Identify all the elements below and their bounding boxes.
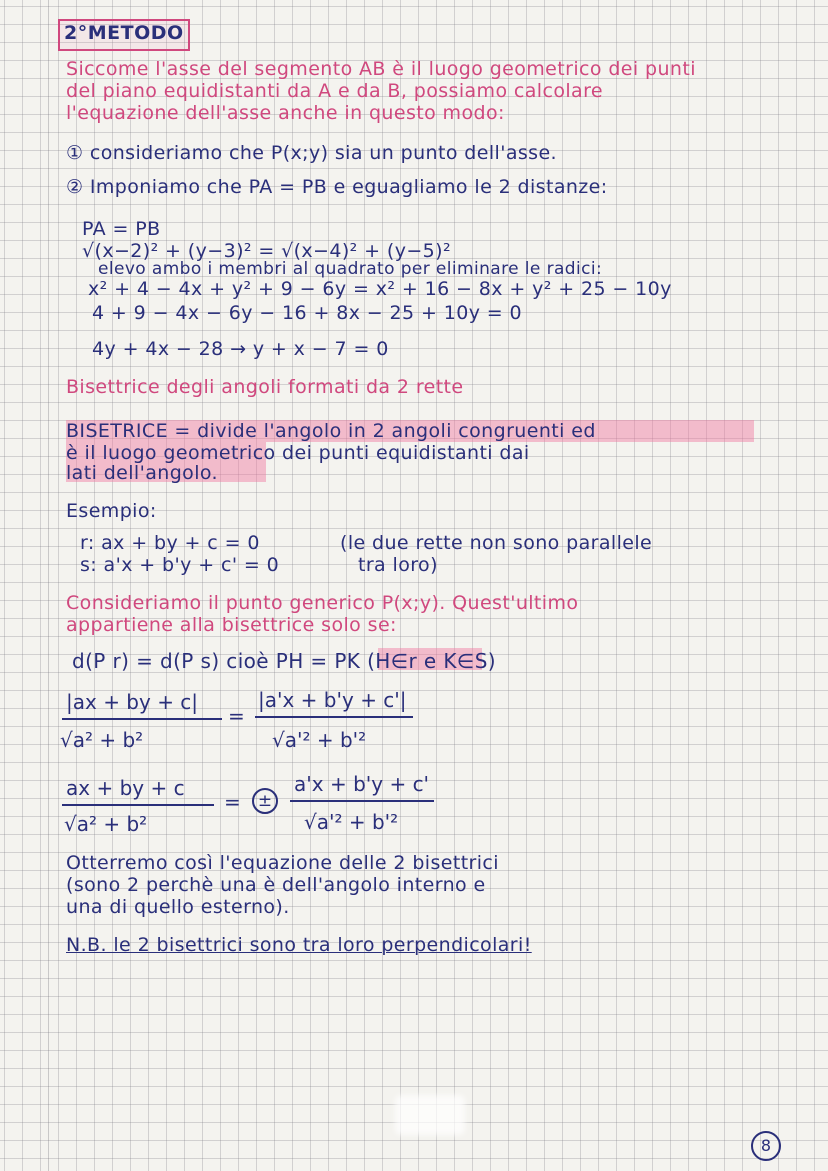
frac1-num-left: |ax + by + c|	[66, 690, 199, 714]
eq-expand: x² + 4 − 4x + y² + 9 − 6y = x² + 16 − 8x + y² + 25 − 10y	[88, 278, 672, 300]
eq-simplify: 4 + 9 − 4x − 6y − 16 + 8x − 25 + 10y = 0	[92, 302, 523, 324]
intro-line-2: del piano equidistanti da A e da B, possiamo calcolare	[66, 80, 603, 102]
frac1-den-left: √a² + b²	[60, 728, 144, 752]
conclusion-3: una di quello esterno).	[66, 896, 290, 918]
rette-note-2: tra loro)	[358, 554, 438, 576]
frac2-den-right: √a'² + b'²	[304, 810, 399, 834]
frac1-equals: =	[228, 704, 245, 728]
plus-minus-circle: ±	[252, 788, 278, 814]
eq-sqrt: √(x−2)² + (y−3)² = √(x−4)² + (y−5)²	[82, 240, 451, 262]
step-1: ① consideriamo che P(x;y) sia un punto dell'asse.	[66, 142, 557, 164]
rette-note-1: (le due rette non sono parallele	[340, 532, 653, 554]
consider-1: Consideriamo il punto generico P(x;y). Quest'ultimo	[66, 592, 579, 614]
bisettrice-def-2: è il luogo geometrico dei punti equidistanti dai	[66, 442, 530, 464]
esempio-label: Esempio:	[66, 500, 157, 522]
bisettrice-def-1: BISETRICE = divide l'angolo in 2 angoli congruenti ed	[66, 420, 596, 442]
eq-result: 4y + 4x − 28 → y + x − 7 = 0	[92, 338, 389, 360]
page-number: 8	[751, 1131, 781, 1161]
bisettrice-heading: Bisettrice degli angoli formati da 2 rette	[66, 376, 464, 398]
eq-pa-pb: PA = PB	[82, 218, 161, 240]
retta-s: s: a'x + b'y + c' = 0	[80, 554, 280, 576]
frac2-den-left: √a² + b²	[64, 812, 148, 836]
eq-note: elevo ambo i membri al quadrato per eliminare le radici:	[98, 259, 603, 279]
frac2-bar-left	[62, 804, 214, 806]
conclusion-2: (sono 2 perchè una è dell'angolo interno e	[66, 874, 486, 896]
bisettrice-def-3: lati dell'angolo.	[66, 462, 218, 484]
frac2-bar-right	[290, 800, 434, 802]
retta-r: r: ax + by + c = 0	[80, 532, 260, 554]
frac1-num-right: |a'x + b'y + c'|	[258, 688, 407, 712]
step-2: ② Imponiamo che PA = PB e eguagliamo le 2 distanze:	[66, 176, 608, 198]
frac1-bar-left	[62, 718, 222, 720]
distance-eq: d(P r) = d(P s) cioè PH = PK (H∈r e K∈S)	[72, 649, 497, 673]
frac2-equals: =	[224, 790, 241, 814]
intro-line-1: Siccome l'asse del segmento AB è il luogo geometrico dei punti	[66, 58, 696, 80]
page-title: 2°METODO	[64, 22, 184, 44]
margin-line	[48, 0, 49, 1171]
nb-note: N.B. le 2 bisettrici sono tra loro perpendicolari!	[66, 934, 532, 956]
frac1-bar-right	[255, 716, 413, 718]
conclusion-1: Otterremo così l'equazione delle 2 bisettrici	[66, 852, 499, 874]
consider-2: appartiene alla bisettrice solo se:	[66, 614, 397, 636]
smudge	[395, 1095, 465, 1135]
frac2-num-left: ax + by + c	[66, 776, 185, 800]
intro-line-3: l'equazione dell'asse anche in questo modo:	[66, 102, 505, 124]
frac2-num-right: a'x + b'y + c'	[294, 772, 430, 796]
frac1-den-right: √a'² + b'²	[272, 728, 367, 752]
